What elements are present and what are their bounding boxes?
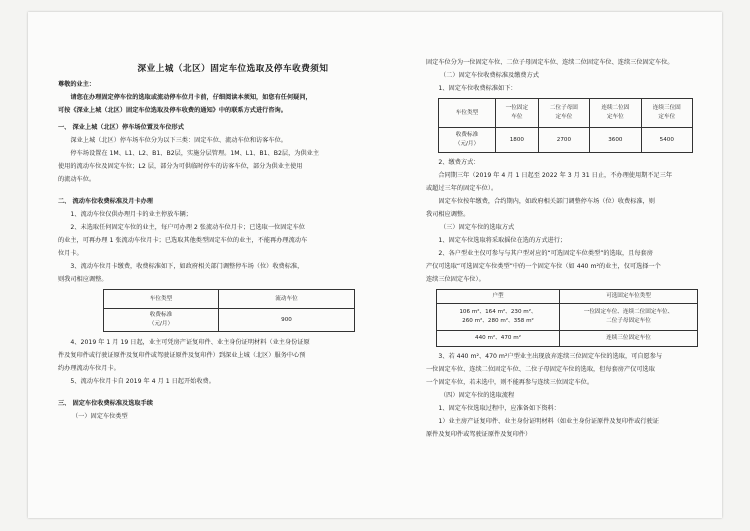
table2-h4-line2: 定车位	[606, 114, 624, 120]
section-3-title: 三、 固定车位收费标准及选取手续	[58, 400, 153, 407]
s2-item-3a: 3、流动车位月卡缴费，收费标准如下，如政府相关部门调整停车场（位）收费标准，	[70, 263, 304, 270]
floating-fee-table	[103, 289, 355, 332]
table2-value-triple: 5400	[641, 128, 692, 153]
s1-paragraph-1: 深业上城（北区）停车场车位分为以下三类：固定车位、流动车位和访客车位。	[70, 137, 287, 144]
r-subsection-4: （四）固定车位的选取流程	[440, 392, 515, 399]
table3-row2-units: 440 m²、470 m²	[437, 331, 560, 347]
table2-header-single	[496, 99, 539, 128]
r-item-8: 1、固定车位选取过程中，应准备如下资料：	[438, 405, 560, 412]
s1-paragraph-2c: 的流动车位。	[58, 176, 96, 183]
table3-r1-options-line1: 一位固定车位、连续二位固定车位、	[583, 309, 674, 315]
s1-paragraph-2b: 使用的流动车位及固定车位；L2 层，部分为可供临时停车的访客车位，部分为供业主使用	[58, 163, 303, 170]
s2-item-2b: 的业主，可再办理 1 张流动车位月卡；已选取其他类型固定车位的业主，不能再办理流动车	[58, 237, 308, 244]
r-item-2: 2、缴费方式：	[438, 159, 480, 166]
table2-h2-line1: 一位固定	[505, 105, 529, 111]
table2-label-line1: 收费标准	[455, 132, 479, 138]
s2-item-2a: 2、未选取任何固定车位的业主，每户可办理 2 张流动车位月卡；已选取一位固定车位	[70, 224, 305, 231]
table3-r1-options-line2: 二位子母固定车位	[606, 318, 651, 324]
table2-h2-line2: 车位	[511, 114, 523, 120]
table2-h5-line2: 定车位	[658, 114, 676, 120]
right-column	[426, 56, 706, 441]
table2-header-type: 车位类型	[439, 99, 496, 128]
r-item-4a: 固定车位按年缴费，合约期内，如政府相关部门调整停车场（位）收费标准，则	[438, 198, 655, 205]
intro-line-2: 可按《深业上城（北区）固定车位选取及停车收费的通知》中的联系方式进行咨询。	[58, 107, 287, 114]
table3-header-options: 可选固定车位类型	[560, 290, 698, 304]
s1-paragraph-2a: 停车场设置在 1M、L1、L2、B1、B2层，实施分层管理。1M、L1、B1、B2层，为供业主	[70, 150, 320, 157]
r-item-7a: 3、若 440 m²、470 m²户型业主出现放弃连续三位固定车位的选取，可自愿参与	[438, 353, 663, 360]
intro-line-1: 请您在办理固定停车位的选取或流动停车位月卡前，仔细阅读本须知，如您有任何疑问，	[70, 94, 312, 101]
table2-value-tandem: 2700	[538, 128, 589, 153]
table1-value: 900	[219, 309, 355, 332]
table2-h3-line2: 定车位	[555, 114, 573, 120]
table1-row-label	[104, 309, 219, 332]
table3-row2-options: 连续三位固定车位	[560, 331, 698, 347]
table3-row1-units	[437, 304, 560, 331]
table3-r1-units-line1: 106 m²、164 m²、230 m²、	[459, 309, 537, 315]
s2-item-4b: 件及复印件或行驶证原件及复印件或驾驶证原件及复印件）到深业上城（北区）服务中心预	[58, 352, 306, 359]
table1-label-line2: （元/月）	[148, 321, 174, 327]
r-paragraph-0: 固定车位分为一位固定车位、二位子母固定车位、连续二位固定车位、连续三位固定车位。	[426, 59, 674, 66]
r-item-7c: 一个固定车位，若未选中，则不能再参与连续三位固定车位。	[426, 379, 594, 386]
table2-h5-line1: 连续三位固	[652, 105, 681, 111]
s2-item-1: 1、流动车位仅供办理月卡的业主停放车辆；	[70, 211, 192, 218]
table2-value-single: 1800	[496, 128, 539, 153]
document-page	[28, 12, 722, 518]
r-item-5: 1、固定车位选取将采取摇位在选的方式进行；	[438, 237, 567, 244]
table2-value-double: 3600	[590, 128, 641, 153]
r-subsection-2: （二）固定车位收费标准及缴费方式	[440, 72, 539, 79]
left-column	[58, 60, 383, 423]
s2-item-3b: 则我司相应调整。	[58, 276, 108, 283]
table2-header-triple	[641, 99, 692, 128]
s3-subsection-1: （一）固定车位类型	[72, 413, 128, 420]
document-title: 深业上城（北区）固定车位选取及停车收费须知	[137, 64, 329, 74]
r-item-1: 1、固定车位收费标准如下：	[438, 85, 517, 92]
unit-type-table	[436, 289, 698, 347]
fixed-fee-table	[438, 98, 693, 153]
r-item-9a: 1）业主房产证复印件、业主身份证明材料（如业主身份证原件及复印件或行驶证	[438, 418, 659, 425]
section-2-title: 二、 流动车位收费标准及月卡办理	[58, 198, 153, 205]
s2-item-2c: 位月卡。	[58, 250, 83, 257]
r-item-9b: 原件及复印件或驾驶证原件及复印件）	[426, 431, 532, 438]
r-item-4b: 我司相应调整。	[426, 211, 470, 218]
table2-h3-line1: 二位子母固	[549, 105, 578, 111]
r-item-7b: 一位固定车位、连续二位固定车位、二位子母固定车位的选取，但每套房产仅可选取	[426, 366, 655, 373]
table3-r1-units-line2: 260 m²、280 m²、358 m²	[462, 318, 534, 324]
table2-row-label	[439, 128, 496, 153]
s2-item-4a: 4、2019 年 1 月 19 日起，业主可凭房产证复印件、业主身份证明材料（业主身份证原	[70, 339, 310, 346]
table1-header-floating: 流动车位	[219, 290, 355, 309]
r-item-6b: 产仅可选取“可选固定车位类型”中的一个固定车位（如 440 m²的业主，仅可选择一个	[426, 263, 661, 270]
r-subsection-3: （三）固定车位的选取方式	[440, 224, 515, 231]
table1-header-type: 车位类型	[104, 290, 219, 309]
s2-item-5: 5、流动车位月卡自 2019 年 4 月 1 日起开始收费。	[70, 378, 215, 385]
r-item-3a: 合同期三年（2019 年 4 月 1 日起至 2022 年 3 月 31 日止，不办理使用期不足三年	[438, 172, 673, 179]
table2-label-line2: （元/月）	[454, 141, 480, 147]
r-item-6a: 2、各户型业主仅可参与与其户型对应的“可选固定车位类型”的选取，且每套房	[438, 250, 653, 257]
r-item-6c: 连续三位固定车位）。	[426, 276, 485, 283]
s2-item-4c: 约办理流动车位月卡。	[58, 365, 120, 372]
table2-h4-line1: 连续二位固	[601, 105, 630, 111]
table1-label-line1: 收费标准	[149, 312, 173, 318]
table2-header-tandem	[538, 99, 589, 128]
table3-header-unit: 户型	[437, 290, 560, 304]
table2-header-double	[590, 99, 641, 128]
table3-row1-options	[560, 304, 698, 331]
section-1-title: 一、 深业上城（北区）停车场位置及车位形式	[58, 124, 184, 131]
salutation: 尊敬的业主：	[58, 81, 96, 88]
r-item-3b: 或超过三年的固定车位）。	[426, 185, 498, 192]
